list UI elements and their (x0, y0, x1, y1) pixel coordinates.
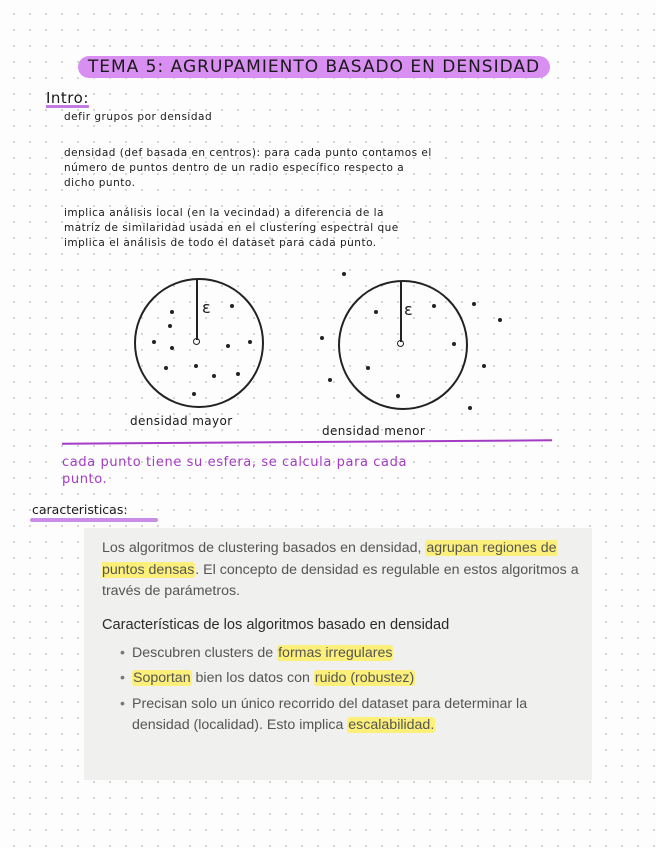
data-point (152, 340, 156, 344)
highlight-underline (30, 518, 158, 522)
paragraph-line: densidad (def basada en centros): para cada punto contamos el (64, 147, 432, 159)
caption-sparse: densidad menor (322, 424, 426, 438)
content-card (84, 528, 592, 780)
card-paragraph (102, 538, 586, 603)
sphere-note (62, 454, 582, 488)
text-span: Los algoritmos de clustering basados en densidad, (102, 540, 426, 556)
data-point (248, 340, 252, 344)
data-point (342, 272, 346, 276)
list-item (102, 694, 586, 737)
diagram-dense (134, 278, 266, 410)
paragraph-line: implica el análisis de todo el dataset para cada punto. (64, 237, 377, 249)
data-point (170, 346, 174, 350)
data-point (328, 378, 332, 382)
data-point (468, 406, 472, 410)
note-line: punto. (62, 472, 108, 487)
center-point (193, 338, 200, 345)
data-point (452, 342, 456, 346)
data-point (212, 374, 216, 378)
caption-dense: densidad mayor (130, 414, 233, 428)
data-point (472, 302, 476, 306)
epsilon-label: ε (404, 300, 413, 319)
epsilon-radius (196, 280, 198, 340)
data-point (236, 372, 240, 376)
data-point (164, 366, 168, 370)
card-heading: Características de los algoritmos basado en densidad (102, 616, 450, 633)
highlight: escalabilidad. (348, 717, 435, 733)
data-point (432, 304, 436, 308)
separator-line (62, 439, 552, 444)
list-item (102, 668, 586, 690)
data-point (194, 364, 198, 368)
paragraph-line: implica análisis local (en la vecindad) a diferencia de la (64, 207, 384, 219)
page-title: TEMA 5: AGRUPAMIENTO BASADO EN DENSIDAD (78, 56, 550, 78)
data-point (374, 310, 378, 314)
paragraph-line: dicho punto. (64, 177, 136, 189)
list-item (102, 643, 586, 665)
note-line: cada punto tiene su esfera, se calcula para cada (62, 455, 408, 470)
paragraph-line: número de puntos dentro de un radio específico respecto a (64, 162, 405, 174)
center-point (397, 340, 404, 347)
intro-paragraph-2 (64, 206, 564, 251)
text-span: bien los datos con (191, 670, 314, 686)
intro-label: Intro: (46, 89, 89, 107)
data-point (482, 364, 486, 368)
highlight: agrupan regiones de puntos densas (102, 540, 557, 578)
highlight: ruido (robustez) (314, 670, 415, 686)
data-point (498, 318, 502, 322)
data-point (396, 394, 400, 398)
diagram-sparse (338, 280, 470, 412)
intro-paragraph-1 (64, 146, 564, 191)
epsilon-radius (400, 282, 402, 342)
data-point (366, 366, 370, 370)
highlight: Soportan (133, 670, 191, 686)
feature-list (102, 643, 586, 737)
data-point (226, 344, 230, 348)
text-span: . El concepto de densidad es regulable en estos algoritmos a través de parámetros. (102, 561, 579, 599)
paragraph-line: matriz de similaridad usada en el clustering espectral que (64, 222, 399, 234)
epsilon-label: ε (202, 298, 211, 317)
data-point (168, 324, 172, 328)
intro-line: defir grupos por densidad (64, 111, 213, 123)
data-point (170, 310, 174, 314)
data-point (192, 392, 196, 396)
data-point (230, 304, 234, 308)
highlight: formas irregulares (278, 644, 393, 661)
data-point (320, 336, 324, 340)
caracteristicas-label: caracteristicas: (32, 502, 128, 517)
text-span: Descubren clusters de (132, 644, 278, 661)
text-span: Precisan solo un único recorrido del dataset para determinar la densidad (localidad). Esto implica (132, 695, 528, 733)
